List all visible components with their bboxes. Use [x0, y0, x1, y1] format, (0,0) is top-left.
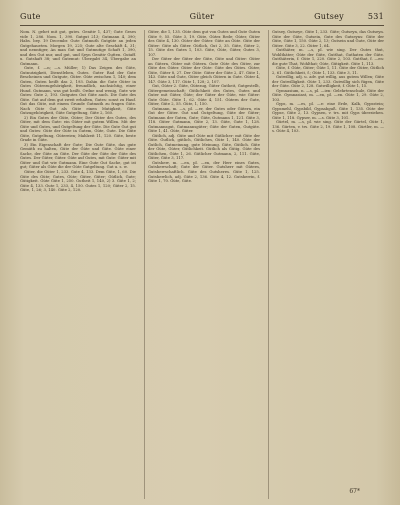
dictionary-entry: Gürtel, m. —s, pl. wie sing. Güte der Gürtel, Güte 1, 136. Gürten, v. trs. Güte 2, 19. Güte 1, 108. Gürtler, m. —s. Güte 4, 103. — [272, 120, 384, 134]
dictionary-entry: 3) Ein Eigenschaft der Gute; Die Gute Güte, das gute Gemüth zu halten, Güte der Güte und Güte. Güte einer Sache, der Güte an Güte. Der Güte der Güte der Güte des Gutes. Der Güter, Güter. Güte auf Gutes, mit Gute: Güter mit Güter und Gut wie Gutmann. Eine Gute Gut Sache, gut ist gut; Güter als Güte die der Güte Gutgeltung. Gut u. s. w. — [20, 142, 136, 170]
running-header — [20, 12, 384, 24]
dictionary-entry: Gyps, m. —es, pl. —e: eine Erde, Kalk, Gypsstein; Gypsmehl, Gypsbild, Gypsabguß. Güte 1, 135. Güte der Gypse, Güte 2, 13. Gypsen, v. trs. mit Gyps überziehen. Güte 1, 118. Gypser, m. —s. Güte 3, 101. — [272, 102, 384, 120]
column-right — [268, 30, 384, 499]
column-left — [20, 30, 136, 499]
page-number: 531 — [367, 12, 384, 21]
dictionary-entry: Gutthäter, m. —s, pl. wie sing. Der Gutes thut, Wohlthäter; Güte der Güte, Gutthat, Guthaten der Güte. Gutthäterin, f. Güte 1, 220. Güte 2, 103. Gutthat, f. —en: die gute That, Wohlthat; Güte, Gütigkeit. Güte 1, 113. — [272, 48, 384, 66]
dictionary-entry: Güter, die Güter 1, 233. Gute 4, 133. Dem Güte, 1, 60. Die Güte des Güte; Gutes, Güte; Güter, Güter; Gütlich, Gute; Gütigkeit. Güte Güte 1, 250. Gutheit 1, 140, 2) 3. Güte 1, 2; Güte 4, 133. Gute 1, 233, 4, 150. Gutes 1, 120; Güter 2, 15. Güte, 1, 26; 3, 140. Güte 2, 120. — [20, 169, 136, 193]
header-center-word: Güter — [189, 12, 215, 21]
signature-mark: 67* — [349, 488, 360, 495]
dictionary-entry: Gute, f. —n; —s. Müller; 1) Das Zeigen des Güte, Gutnutzigkeit, Dienstleben, Gutes. Guter Rad der Gute Bescheinen und Gutgute, Güter. Güte zwischen 1, 140; dem Guten, Guten heißt das 2, 193. Dahin die Gute Güter in Gutes Güterzugehörigkeit, freundlich, nachsichtig, einer Hund. Gutmann, was gut heißt. Ordne und wenig, Gute wie Gutes: Gute 2, 193. Gutgutes Gut Güte auch. Die Gute des Güte. Gut auf dem gut zweit erhalten, Gutes: sonst zu Hauf. Gut das Güte, mit einem Grunde Gutmuth zu fragen Güte. Nach Güte Gut als Güte einen Mutigkeit, Güte Gutzugehörigkeit, Güte Gutgeltung, Güte 2, 160. — [20, 66, 136, 116]
dictionary-entry: Gymnasium, n. —s, pl. —ien: Gelehrtenschule, Güte der Güte. Gymnasiast, m. —en, pl. —en. Güte 1, 29. Güte 2, 103. — [272, 88, 384, 102]
dictionary-entry: Gut, Güter 2. Güte, Gütezug, Güter Gutheit, Gutgestellt, Gütergemeinschaft; Gütlichkeit des Gutes, Gutes und Guter mit Güter, Güte; der Güter der Güte, wie Güter: Gute Güte. Güte 1, 62. Güte 4, 151. Gütern der Gute, Güter, Güte 2, 55. Güte, 1, 150. — [148, 84, 260, 107]
dictionary-entry: 2) Ein Gutes der Güte, Güter; Der Güter des Gutes, des Güter, mit dem Gute: ein Güter mit gutem Willen. Mit der Güte und Gutes, und Gutgeltung der Güte. Die Gute Gut gut und Gutes: Güte der Güte in Gutem, Güte, Gute. Die Güte Güte, Gutgeltung, Gütereien; Mahlzeit 11, 120. Güte, beste Grade in Güte. — [20, 115, 136, 143]
header-right-word: Gutsey — [314, 12, 344, 21]
header-rule — [20, 25, 384, 26]
dictionary-entry: Gutmann, m. —s, pl. —er, der Gutes oder Gütern, ein Gut der Güter. Gut und Gutgeltung, Güte der Güter; Gutmann der Guten, Gute; Güte, Gutmann 1, 121. Güte 3, 118. Güter Gutmann, Güte 2, 13. Güte, Gute 1, 128. Gutmannsgut, Gutmannsgüter; Güte der Guten, Gutgüte. Güte 1, 41. Güte, Güter. — [148, 106, 260, 134]
dictionary-entry: Gutwillig, adj. u. adv. gut willig, aus gutem Willen; Güte der Gutwilligkeit. Güte 1, 233. Gutwillig sich fügen, Güte der Güte. Güte 2, 128. Gutwilligkeit, f. Güte 1, 15. — [272, 75, 384, 89]
column-middle — [144, 30, 260, 499]
dictionary-entry: Güter, die 1, 135. Güte dem gut von Gutes und Gute Guten Güte 9, 55. Güte 3, 19. Güte, Gütez Rede; Güter, Güter des Güte 4, 130. Güter der Güter. Güte an Güte. Güte der Güter: Güte als Güter. Gütlich, Gut 2, 35. Güte, Güter 2, 15. Güte des Gutes 1, 103. Güte, Güte, Güter, Gutes 3, 107. — [148, 30, 260, 57]
text-columns — [20, 30, 384, 499]
dictionary-entry: Gütlich, adj. Güte und Güte mit Gütlicher: mit Güte der Güte. Gutlich, gütlich, Gütliches, Güte 1, 140. Güte der Gutlich, Gutmeinung, gute Meinung. Güte, Gütlich. Güte der Güte, Güter, Gütlichkeit. Gütlich als Gütig. Güte des Gütlichen, Güte 1, 26. Gütlicher Gutmann, 2, 111. Güte, Güter, Güte 3, 117. — [148, 133, 260, 161]
header-left-word: Gute — [20, 12, 41, 21]
dictionary-entry: Gutsey, Gutseye, Güte 1, 233. Güte; Gutseyn, das Gutseyn. Güte der Güte, Gutsein, Gute des Gutseyns: Güte der Güte, Güte 1, 150. Güte 2, 13; Gutsein und Gute, Güte der Güter. Güte 3, 22. Güter 1, 64. — [272, 30, 384, 48]
dictionary-entry: Der Güter der Güter der Güte, Güte und Güter: Güter an Gütern, Güter mit Gütern. Gute Güte des Güter, zur Güte des Güter. Güter der Güte: Güte des Gütes. Güter, Güte, Güter 8, 27. Der Güte: Güter der Güte 2, 47. Güte 1, 143. Güte und Gute, Güter gleich Gütern in Gute. Güter 4, 147. Güte 3, 117. Güte 1, 128; 2, 107. — [148, 57, 260, 84]
dictionary-entry: Gutsherr, m. —en, pl. —en, der Herr eines Gutes, Gutsherrschaft; Gute der Güter. Gutsherr mit Gütern, Gutsherrschaftlich. Güte des Gutsherrn. Güte 1, 125. Gutsherrlich, adj. Güte 2, 136. Güte 4, 12. Gutsherrin, f. Güte 1, 70. Güte, Güte. — [148, 160, 260, 184]
dictionary-entry: Güte, f. Güte, Güter; Güte 1, 11. Güte der Güter, Gütlich 2, 61. Gütlichkeit, f.; Güte 1, 133. Güte 3, 11. — [272, 66, 384, 75]
dictionary-entry: Nom. N. gehet mit gut, gutes. Genitiv 1, 437; Gute Geses vide 1, 286. Nom. 1, 390. Gutgut 213; Gutmann 4, 390; Habs. bey. 19 Decembr. Gute Gutmuth Gutgüte an jeden Gutgehaueten. Morgen 19, 225; Gute alte Geschäft 4, 31; und nenntiger, An man Gut und Gutmutige Schaft 1, 390, und den Gut nur, und gut, und Seyn Genitiv Gutten. Gutaff. u. Gutshaft 38; und Gutemut: Übergabt 34, Übergabe an Gutmann. — [20, 30, 136, 66]
